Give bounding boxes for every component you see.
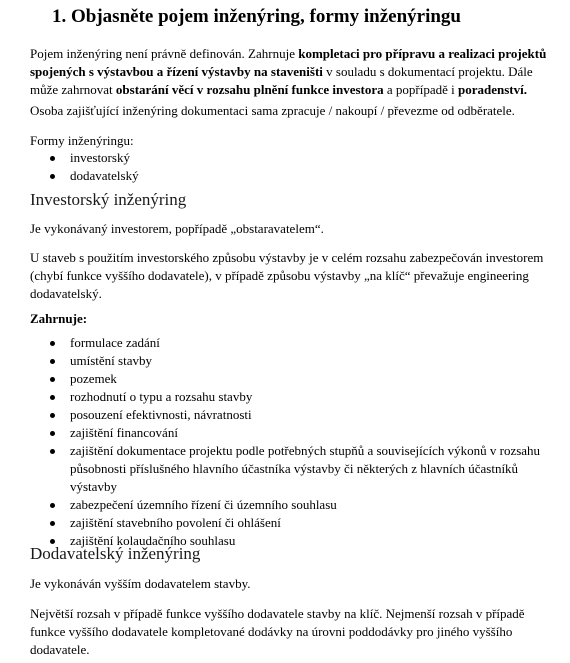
list-item: formulace zadání [30,334,550,352]
section-heading-investorsky: Investorský inženýring [30,190,187,209]
osoba-paragraph: Osoba zajišťující inženýring dokumentaci sama zpracuje / nakoupí / převezme od odběratele. [30,103,515,118]
investorsky-paragraph-2: U staveb s použitím investorského způsobu výstavby je v celém rozsahu zabezpečován investorem (chybí funkce vyššího dodavatele), v případě způsobu výstavby „na klíč“ převažuje engineering dodavatelský. [30,250,544,301]
intro-text-2: v souladu s dokumentací projektu. Dále může zahrnovat [30,64,533,97]
list-item: rozhodnutí o typu a rozsahu stavby [30,388,550,406]
dodavatelsky-paragraph-2: Největší rozsah v případě funkce vyššího dodavatele stavby na klíč. Nejmenší rozsah v případě funkce vyššího dodavatele kompletované dodávky na úrovni poddodávky pro jiného vyššího dodavatele. [30,606,525,657]
formy-list [30,149,550,185]
list-item: investorský [30,149,550,167]
zahrnuje-label-text: Zahrnuje: [30,311,88,326]
list-item: zajištění kolaudačního souhlasu [30,532,550,550]
zahrnuje-list [30,334,550,550]
formy-label: Formy inženýringu: [30,133,134,148]
list-item: zajištění financování [30,424,550,442]
section-heading-dodavatelsky: Dodavatelský inženýring [30,544,201,563]
list-item: dodavatelský [30,167,550,185]
list-item: zajištění dokumentace projektu podle potřebných stupňů a souvisejících výkonů v rozsahu působnosti příslušného hlavního účastníka výstavby či některých z hlavních účastníků výstavby [30,442,550,496]
list-item: pozemek [30,370,550,388]
zahrnuje-label [30,310,550,328]
intro-bold-1: kompletaci pro přípravu a realizaci projektů spojených s výstavbou a řízení výstavby na staveništi [30,46,547,79]
intro-bold-3: poradenství. [458,82,527,97]
intro-bold-2: obstarání věcí v rozsahu plnění funkce investora [115,82,384,97]
intro-text-3: a popřípadě i [383,82,458,97]
page-title: 1. Objasněte pojem inženýring, formy inženýringu [52,6,462,27]
dodavatelsky-paragraph-1: Je vykonáván vyšším dodavatelem stavby. [30,576,251,591]
list-item: zajištění stavebního povolení či ohlášení [30,514,550,532]
investorsky-paragraph-1: Je vykonávaný investorem, popřípadě „obstaravatelem“. [30,221,324,236]
intro-text-1: Pojem inženýring není právně definován. Zahrnuje [30,46,299,61]
list-item: posouzení efektivnosti, návratnosti [30,406,550,424]
list-item: zabezpečení územního řízení či územního souhlasu [30,496,550,514]
list-item: umístění stavby [30,352,550,370]
intro-paragraph [30,45,550,99]
